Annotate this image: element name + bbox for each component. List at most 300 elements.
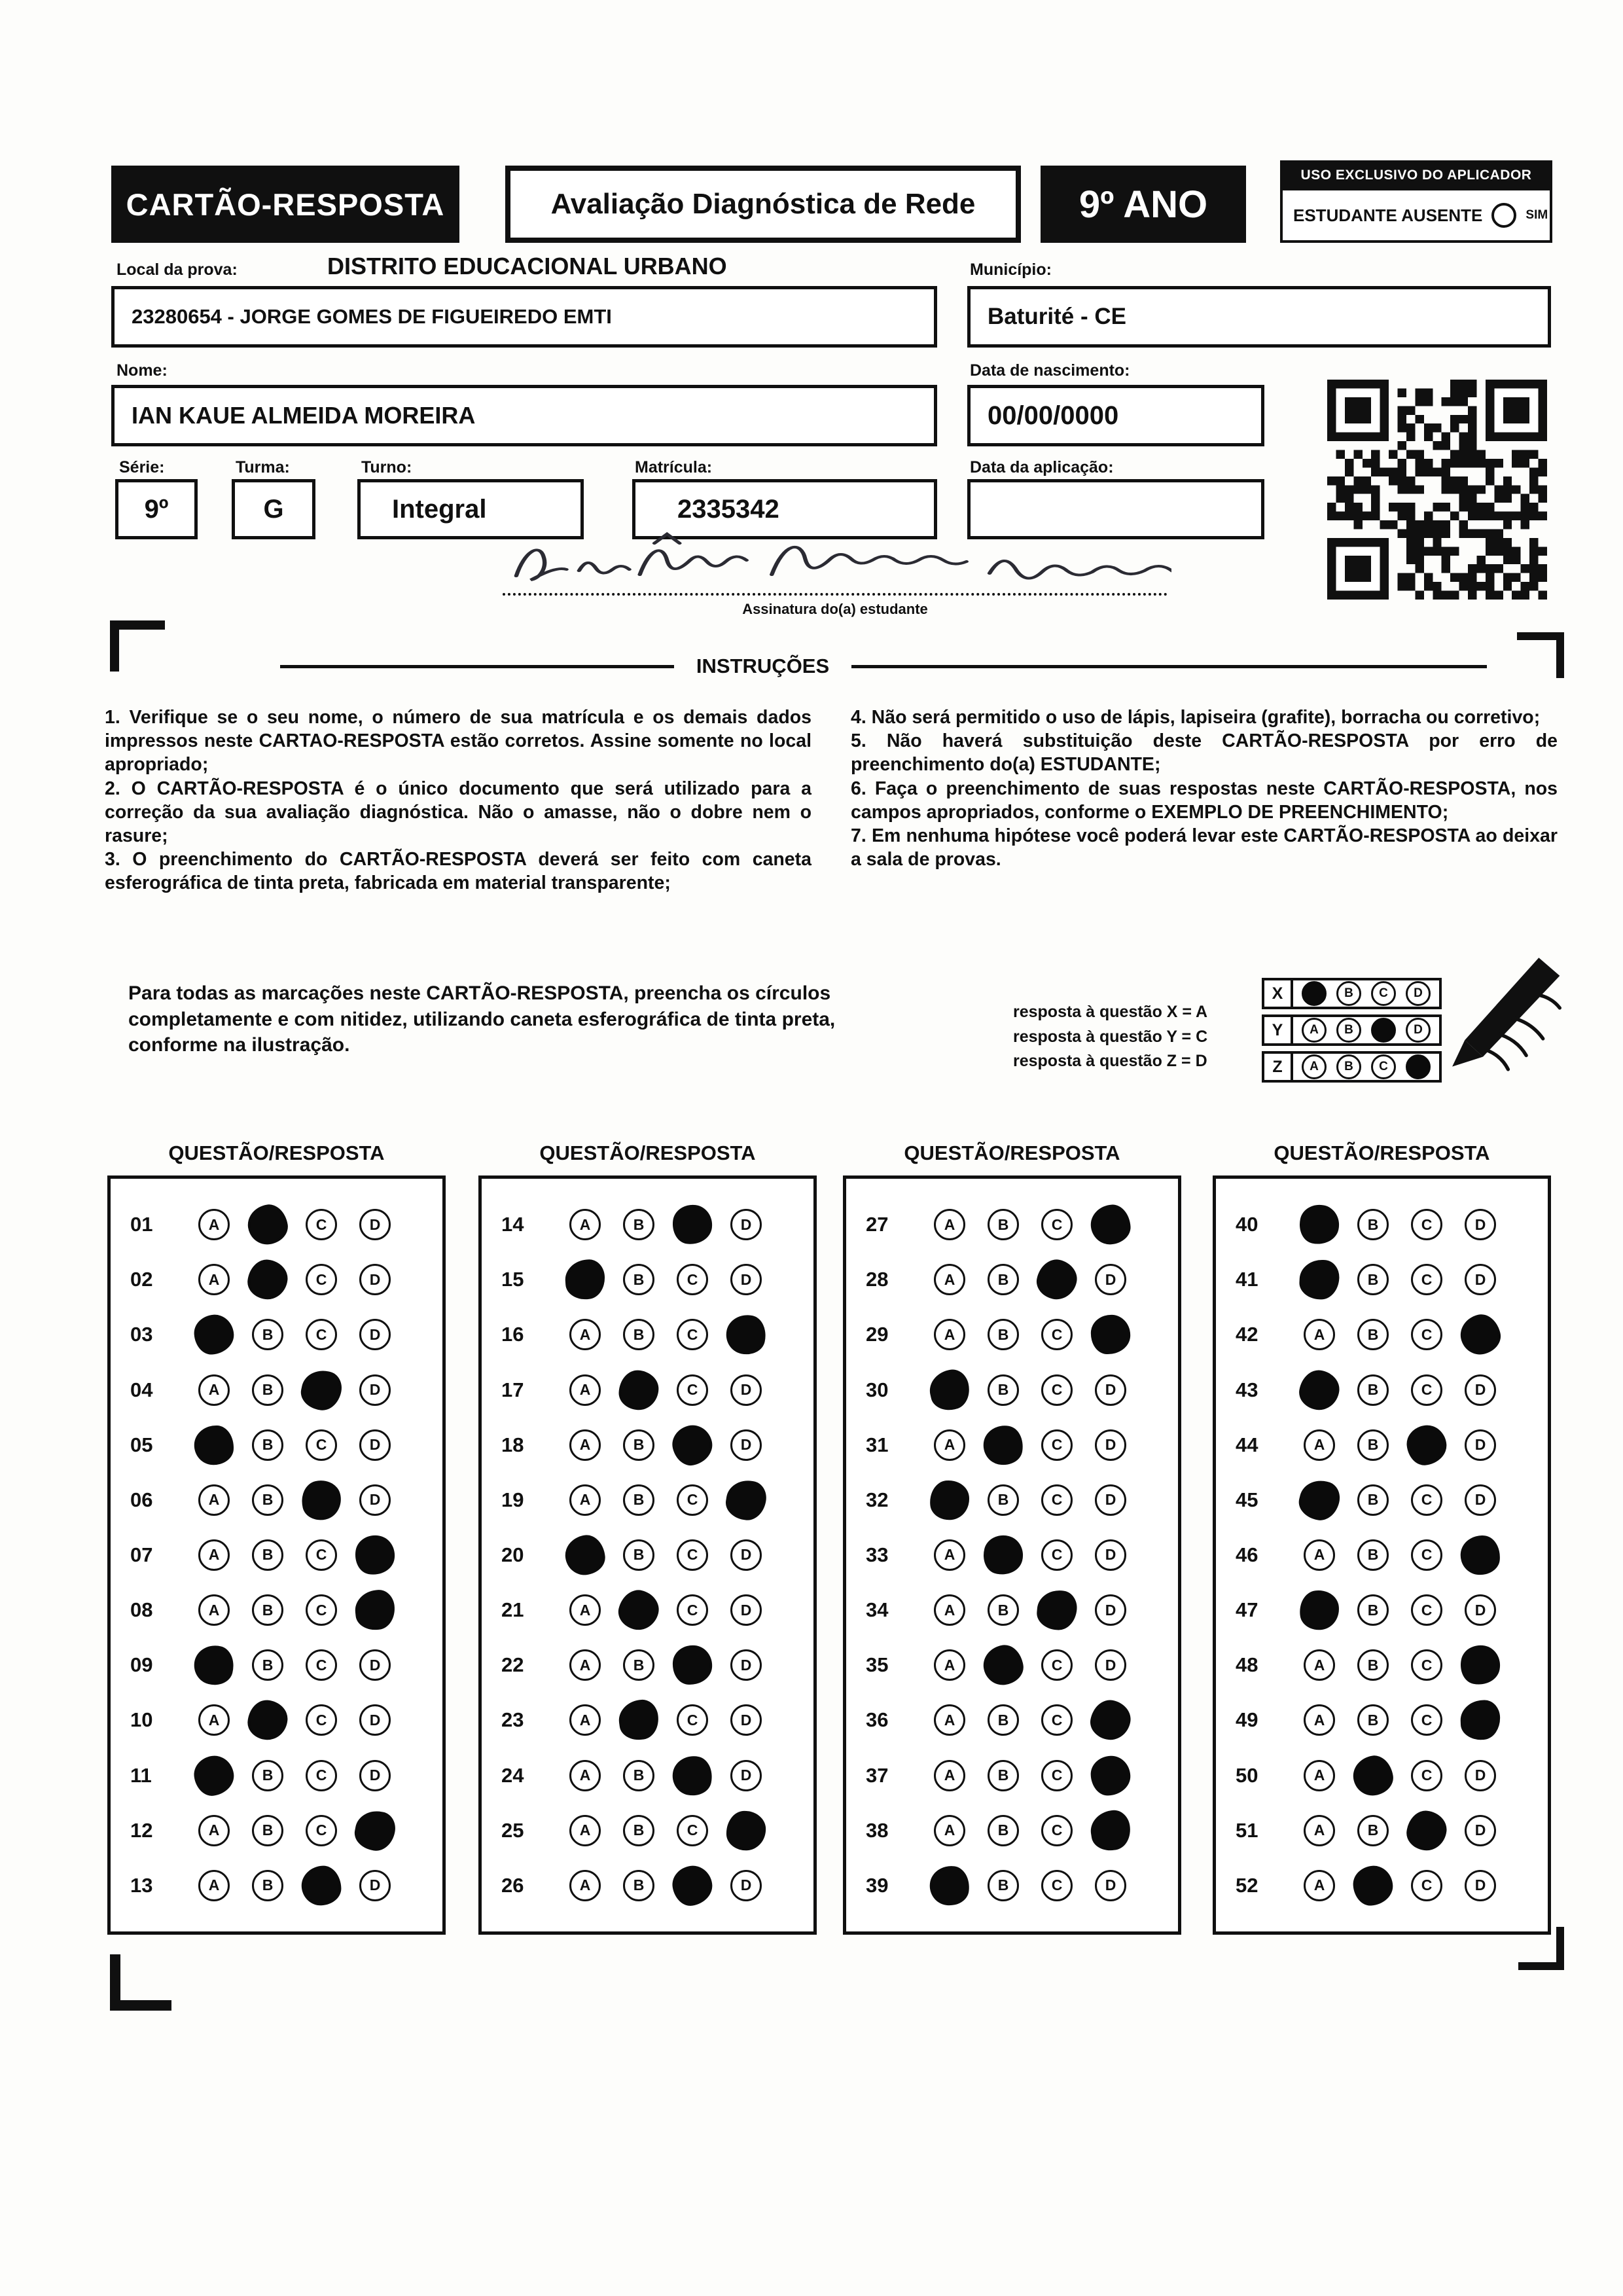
- marking-example-text: Para todas as marcações neste CARTÃO-RESPOSTA, preencha os círculos completamente e com nitidez, utilizando caneta esferográfica de tinta preta, conforme na ilustração.: [128, 982, 836, 1056]
- answer-bubble-11-a[interactable]: [192, 1753, 236, 1797]
- answer-bubble-12-a[interactable]: A: [198, 1815, 230, 1846]
- qr-code: [1323, 380, 1551, 600]
- answer-bubble-38-a[interactable]: A: [934, 1815, 965, 1846]
- answer-bubble-08-a[interactable]: A: [198, 1594, 230, 1626]
- question-row: [111, 1484, 442, 1516]
- answer-bubble-07-c[interactable]: C: [306, 1539, 337, 1571]
- answer-bubble-19-d[interactable]: [723, 1477, 768, 1522]
- answer-bubble-11-c[interactable]: C: [306, 1760, 337, 1791]
- question-number: 39: [866, 1873, 889, 1897]
- question-number: 30: [866, 1378, 889, 1401]
- answer-bubble-22-a[interactable]: A: [569, 1649, 601, 1681]
- answer-bubble-40-a[interactable]: [1296, 1201, 1343, 1248]
- answer-column-header: QUESTÃO/RESPOSTA: [1274, 1141, 1490, 1164]
- question-number: 32: [866, 1488, 889, 1511]
- question-number: 03: [130, 1323, 153, 1346]
- answer-bubble-11-b[interactable]: B: [252, 1760, 283, 1791]
- municipio-label: Município:: [970, 260, 1052, 279]
- answer-bubble-49-c[interactable]: C: [1411, 1704, 1442, 1736]
- answer-bubble-18-b[interactable]: B: [623, 1429, 654, 1461]
- answer-bubble-30-c[interactable]: C: [1041, 1374, 1073, 1406]
- answer-bubble-40-c[interactable]: C: [1411, 1209, 1442, 1240]
- answer-bubble-52-a[interactable]: A: [1304, 1870, 1335, 1901]
- answer-bubble-12-c[interactable]: C: [306, 1815, 337, 1846]
- answer-bubble-28-c[interactable]: [1033, 1256, 1080, 1303]
- answer-bubble-42-b[interactable]: B: [1357, 1319, 1389, 1350]
- answer-bubble-51-a[interactable]: A: [1304, 1815, 1335, 1846]
- answer-grid: [107, 1175, 446, 1935]
- answer-bubble-46-b[interactable]: B: [1357, 1539, 1389, 1571]
- answer-bubble-50-c[interactable]: C: [1411, 1760, 1442, 1791]
- answer-bubble-34-c[interactable]: [1035, 1588, 1079, 1632]
- question-row: [846, 1649, 1178, 1681]
- answer-bubble-31-a[interactable]: A: [934, 1429, 965, 1461]
- answer-bubble-34-a[interactable]: A: [934, 1594, 965, 1626]
- answer-bubble-19-c[interactable]: C: [677, 1484, 708, 1516]
- divider-line-left: [280, 665, 674, 668]
- answer-bubble-46-c[interactable]: C: [1411, 1539, 1442, 1571]
- instructions-title: INSTRUÇÕES: [696, 655, 830, 677]
- question-row: [1216, 1264, 1548, 1295]
- question-row: [482, 1429, 813, 1461]
- answer-bubble-20-d[interactable]: D: [730, 1539, 762, 1571]
- instruction-item: 2. O CARTÃO-RESPOSTA é o único documento que será utilizado para a correção da sua avaliação diagnóstica. Não o amasse, não o dobre nem o rasure;: [105, 778, 812, 846]
- answer-bubble-04-c[interactable]: [298, 1367, 345, 1414]
- answer-bubble-47-d[interactable]: D: [1465, 1594, 1496, 1626]
- answer-bubble-07-b[interactable]: B: [252, 1539, 283, 1571]
- answer-bubble-35-c[interactable]: C: [1041, 1649, 1073, 1681]
- answer-bubble-28-b[interactable]: B: [988, 1264, 1019, 1295]
- answer-bubble-45-c[interactable]: C: [1411, 1484, 1442, 1516]
- question-row: [1216, 1594, 1548, 1626]
- answer-bubble-23-c[interactable]: C: [677, 1704, 708, 1736]
- answer-bubble-43-b[interactable]: B: [1357, 1374, 1389, 1406]
- answer-bubble-09-a[interactable]: [190, 1641, 238, 1689]
- answer-bubble-33-b[interactable]: [979, 1531, 1027, 1579]
- answer-bubble-37-b[interactable]: B: [988, 1760, 1019, 1791]
- example-bubble-y-c: [1371, 1018, 1396, 1043]
- example-bubble-z-b: B: [1336, 1054, 1361, 1079]
- example-bubble-x-d: D: [1406, 981, 1431, 1006]
- question-row: [1216, 1319, 1548, 1350]
- answer-bubble-04-a[interactable]: A: [198, 1374, 230, 1406]
- answer-bubble-03-b[interactable]: B: [252, 1319, 283, 1350]
- answer-bubble-49-b[interactable]: B: [1357, 1704, 1389, 1736]
- answer-bubble-48-a[interactable]: A: [1304, 1649, 1335, 1681]
- question-row: [482, 1374, 813, 1406]
- answer-bubble-50-a[interactable]: A: [1304, 1760, 1335, 1791]
- example-legend-line: resposta à questão Y = C: [1013, 1027, 1208, 1046]
- answer-bubble-41-d[interactable]: D: [1465, 1264, 1496, 1295]
- question-row: [482, 1484, 813, 1516]
- answer-bubble-28-a[interactable]: A: [934, 1264, 965, 1295]
- answer-bubble-27-b[interactable]: B: [988, 1209, 1019, 1240]
- answer-bubble-39-d[interactable]: D: [1095, 1870, 1126, 1901]
- answer-column-header: QUESTÃO/RESPOSTA: [904, 1141, 1120, 1164]
- answer-bubble-15-c[interactable]: C: [677, 1264, 708, 1295]
- answer-bubble-27-d[interactable]: [1090, 1204, 1132, 1246]
- answer-bubble-46-d[interactable]: [1459, 1534, 1502, 1577]
- answer-bubble-45-b[interactable]: B: [1357, 1484, 1389, 1516]
- question-number: 23: [501, 1708, 524, 1732]
- question-row: [482, 1539, 813, 1571]
- answer-bubble-39-c[interactable]: C: [1041, 1870, 1073, 1901]
- question-number: 04: [130, 1378, 153, 1401]
- answer-bubble-20-a[interactable]: [563, 1534, 607, 1577]
- answer-bubble-29-b[interactable]: B: [988, 1319, 1019, 1350]
- answer-bubble-15-a[interactable]: [564, 1259, 607, 1301]
- answer-bubble-13-d[interactable]: D: [359, 1870, 391, 1901]
- answer-bubble-52-d[interactable]: D: [1465, 1870, 1496, 1901]
- answer-bubble-35-a[interactable]: A: [934, 1649, 965, 1681]
- answer-bubble-41-a[interactable]: [1298, 1259, 1340, 1301]
- answer-bubble-49-d[interactable]: [1460, 1700, 1501, 1741]
- question-row: [846, 1429, 1178, 1461]
- answer-bubble-01-a[interactable]: A: [198, 1209, 230, 1240]
- answer-bubble-39-a[interactable]: [927, 1863, 971, 1907]
- question-number: 31: [866, 1433, 889, 1456]
- answer-bubble-05-b[interactable]: B: [252, 1429, 283, 1461]
- answer-bubble-52-b[interactable]: [1352, 1865, 1395, 1907]
- answer-bubble-06-b[interactable]: B: [252, 1484, 283, 1516]
- answer-bubble-34-b[interactable]: B: [988, 1594, 1019, 1626]
- answer-bubble-25-b[interactable]: B: [623, 1815, 654, 1846]
- answer-bubble-44-c[interactable]: [1405, 1423, 1448, 1466]
- example-bubble-x-a: [1302, 981, 1327, 1006]
- question-row: [111, 1760, 442, 1791]
- municipio-field: Baturité - CE: [967, 286, 1551, 348]
- answer-grid: [478, 1175, 817, 1935]
- answer-bubble-16-a[interactable]: A: [569, 1319, 601, 1350]
- question-number: 29: [866, 1323, 889, 1346]
- answer-bubble-01-b[interactable]: [245, 1202, 290, 1247]
- answer-bubble-25-d[interactable]: [726, 1810, 767, 1851]
- question-number: 12: [130, 1818, 153, 1842]
- answer-bubble-03-a[interactable]: [193, 1314, 236, 1356]
- answer-bubble-15-b[interactable]: B: [623, 1264, 654, 1295]
- answer-bubble-18-c[interactable]: [669, 1421, 717, 1469]
- answer-bubble-17-b[interactable]: [618, 1369, 660, 1411]
- answer-bubble-16-b[interactable]: B: [623, 1319, 654, 1350]
- answer-bubble-04-d[interactable]: D: [359, 1374, 391, 1406]
- answer-bubble-04-b[interactable]: B: [252, 1374, 283, 1406]
- example-legend-line: resposta à questão Z = D: [1013, 1052, 1207, 1070]
- answer-bubble-03-c[interactable]: C: [306, 1319, 337, 1350]
- answer-bubble-14-d[interactable]: D: [730, 1209, 762, 1240]
- answer-bubble-03-d[interactable]: D: [359, 1319, 391, 1350]
- nascimento-label: Data de nascimento:: [970, 361, 1130, 380]
- answer-bubble-29-d[interactable]: [1090, 1314, 1132, 1356]
- answer-bubble-18-a[interactable]: A: [569, 1429, 601, 1461]
- question-row: [482, 1815, 813, 1846]
- answer-bubble-01-d[interactable]: D: [359, 1209, 391, 1240]
- question-row: [1216, 1209, 1548, 1240]
- answer-bubble-14-a[interactable]: A: [569, 1209, 601, 1240]
- example-row: [1262, 978, 1497, 1009]
- answer-bubble-40-b[interactable]: B: [1357, 1209, 1389, 1240]
- answer-bubble-27-a[interactable]: A: [934, 1209, 965, 1240]
- example-bubble-z-d: [1406, 1054, 1431, 1079]
- handwritten-signature: [497, 529, 1171, 592]
- card-title: CARTÃO-RESPOSTA: [111, 166, 459, 243]
- answer-bubble-19-a[interactable]: A: [569, 1484, 601, 1516]
- answer-bubble-47-a[interactable]: [1297, 1588, 1342, 1632]
- answer-bubble-24-a[interactable]: A: [569, 1760, 601, 1791]
- answer-bubble-33-d[interactable]: D: [1095, 1539, 1126, 1571]
- answer-bubble-24-b[interactable]: B: [623, 1760, 654, 1791]
- answer-bubble-14-c[interactable]: [670, 1202, 714, 1246]
- answer-bubble-47-c[interactable]: C: [1411, 1594, 1442, 1626]
- answer-bubble-23-d[interactable]: D: [730, 1704, 762, 1736]
- answer-bubble-40-d[interactable]: D: [1465, 1209, 1496, 1240]
- answer-bubble-37-a[interactable]: A: [934, 1760, 965, 1791]
- question-row: [1216, 1870, 1548, 1901]
- answer-bubble-44-a[interactable]: A: [1304, 1429, 1335, 1461]
- answer-bubble-31-b[interactable]: [980, 1422, 1026, 1467]
- answer-column: [107, 1141, 446, 1935]
- turno-label: Turno:: [361, 458, 412, 476]
- answer-bubble-17-d[interactable]: D: [730, 1374, 762, 1406]
- answer-bubble-07-a[interactable]: A: [198, 1539, 230, 1571]
- answer-bubble-13-b[interactable]: B: [252, 1870, 283, 1901]
- question-number: 46: [1236, 1543, 1258, 1566]
- answer-bubble-12-b[interactable]: B: [252, 1815, 283, 1846]
- example-bubble-y-b: B: [1336, 1018, 1361, 1043]
- answer-bubble-02-b[interactable]: [245, 1258, 289, 1302]
- answer-bubble-12-d[interactable]: [352, 1807, 399, 1854]
- answer-bubble-41-b[interactable]: B: [1357, 1264, 1389, 1295]
- answer-bubble-16-c[interactable]: C: [677, 1319, 708, 1350]
- answer-bubble-13-c[interactable]: [301, 1865, 342, 1907]
- answer-bubble-21-b[interactable]: [615, 1586, 662, 1634]
- instructions-right-column: [851, 706, 1558, 871]
- question-number: 15: [501, 1268, 524, 1291]
- marking-example-grid: [1262, 978, 1497, 1088]
- answer-bubble-22-b[interactable]: B: [623, 1649, 654, 1681]
- school-field: 23280654 - JORGE GOMES DE FIGUEIREDO EMTI: [111, 286, 937, 348]
- answer-bubble-09-c[interactable]: C: [306, 1649, 337, 1681]
- answer-bubble-38-d[interactable]: [1088, 1808, 1133, 1853]
- answer-bubble-51-b[interactable]: B: [1357, 1815, 1389, 1846]
- answer-bubble-06-d[interactable]: D: [359, 1484, 391, 1516]
- answer-bubble-08-c[interactable]: C: [306, 1594, 337, 1626]
- question-number: 09: [130, 1653, 153, 1677]
- answer-bubble-18-d[interactable]: D: [730, 1429, 762, 1461]
- answer-bubble-21-c[interactable]: C: [677, 1594, 708, 1626]
- answer-bubble-36-d[interactable]: [1088, 1697, 1134, 1744]
- answer-bubble-29-a[interactable]: A: [934, 1319, 965, 1350]
- question-number: 07: [130, 1543, 153, 1566]
- answer-bubble-14-b[interactable]: B: [623, 1209, 654, 1240]
- question-number: 36: [866, 1708, 889, 1732]
- answer-bubble-05-d[interactable]: D: [359, 1429, 391, 1461]
- answer-bubble-26-a[interactable]: A: [569, 1870, 601, 1901]
- question-number: 26: [501, 1873, 524, 1897]
- answer-bubble-39-b[interactable]: B: [988, 1870, 1019, 1901]
- answer-bubble-10-d[interactable]: D: [359, 1704, 391, 1736]
- answer-bubble-46-a[interactable]: A: [1304, 1539, 1335, 1571]
- instruction-item: 5. Não haverá substituição deste CARTÃO-RESPOSTA por erro de preenchimento do(a) ESTUDANTE;: [851, 730, 1558, 776]
- answer-bubble-32-b[interactable]: B: [988, 1484, 1019, 1516]
- answer-bubble-32-a[interactable]: [928, 1479, 971, 1522]
- answer-bubble-16-d[interactable]: [722, 1312, 770, 1359]
- answer-bubble-26-b[interactable]: B: [623, 1870, 654, 1901]
- answer-bubble-08-b[interactable]: B: [252, 1594, 283, 1626]
- question-number: 20: [501, 1543, 524, 1566]
- matricula-field: 2335342: [632, 479, 937, 539]
- answer-bubble-25-a[interactable]: A: [569, 1815, 601, 1846]
- answer-bubble-13-a[interactable]: A: [198, 1870, 230, 1901]
- answer-bubble-01-c[interactable]: C: [306, 1209, 337, 1240]
- answer-bubble-32-c[interactable]: C: [1041, 1484, 1073, 1516]
- question-row: [846, 1484, 1178, 1516]
- answer-bubble-48-d[interactable]: [1457, 1642, 1504, 1689]
- answer-bubble-51-c[interactable]: [1404, 1808, 1448, 1852]
- answer-bubble-02-c[interactable]: C: [306, 1264, 337, 1295]
- question-row: [846, 1760, 1178, 1791]
- student-absent-row: [1280, 190, 1552, 243]
- answer-bubble-36-b[interactable]: B: [988, 1704, 1019, 1736]
- answer-bubble-45-a[interactable]: [1295, 1476, 1343, 1524]
- answer-bubble-21-a[interactable]: A: [569, 1594, 601, 1626]
- applicator-panel: [1280, 160, 1552, 243]
- answer-bubble-34-d[interactable]: D: [1095, 1594, 1126, 1626]
- answer-bubble-20-c[interactable]: C: [677, 1539, 708, 1571]
- answer-bubble-30-b[interactable]: B: [988, 1374, 1019, 1406]
- answer-bubble-43-d[interactable]: D: [1465, 1374, 1496, 1406]
- question-number: 40: [1236, 1213, 1258, 1236]
- answer-bubble-31-d[interactable]: D: [1095, 1429, 1126, 1461]
- answer-bubble-45-d[interactable]: D: [1465, 1484, 1496, 1516]
- answer-bubble-29-c[interactable]: C: [1041, 1319, 1073, 1350]
- answer-bubble-23-b[interactable]: [616, 1698, 661, 1742]
- answer-bubble-41-c[interactable]: C: [1411, 1264, 1442, 1295]
- answer-bubble-02-a[interactable]: A: [198, 1264, 230, 1295]
- example-row-label: X: [1262, 978, 1293, 1009]
- answer-bubble-42-c[interactable]: C: [1411, 1319, 1442, 1350]
- answer-bubble-26-d[interactable]: D: [730, 1870, 762, 1901]
- answer-bubble-35-b[interactable]: [981, 1643, 1026, 1687]
- answer-bubble-23-a[interactable]: A: [569, 1704, 601, 1736]
- answer-bubble-43-a[interactable]: [1296, 1367, 1342, 1412]
- answer-bubble-27-c[interactable]: C: [1041, 1209, 1073, 1240]
- answer-bubble-42-a[interactable]: A: [1304, 1319, 1335, 1350]
- answer-bubble-36-c[interactable]: C: [1041, 1704, 1073, 1736]
- question-number: 18: [501, 1433, 524, 1456]
- answer-bubble-38-c[interactable]: C: [1041, 1815, 1073, 1846]
- answer-bubble-05-a[interactable]: [193, 1424, 235, 1466]
- question-number: 43: [1236, 1378, 1258, 1401]
- answer-bubble-26-c[interactable]: [669, 1863, 715, 1908]
- answer-bubble-05-c[interactable]: C: [306, 1429, 337, 1461]
- answer-bubble-33-c[interactable]: C: [1041, 1539, 1073, 1571]
- answer-bubble-32-d[interactable]: D: [1095, 1484, 1126, 1516]
- answer-bubble-37-d[interactable]: [1090, 1755, 1132, 1796]
- question-row: [111, 1374, 442, 1406]
- answer-bubble-25-c[interactable]: C: [677, 1815, 708, 1846]
- answer-bubble-20-b[interactable]: B: [623, 1539, 654, 1571]
- answer-bubble-21-d[interactable]: D: [730, 1594, 762, 1626]
- answer-bubble-19-b[interactable]: B: [623, 1484, 654, 1516]
- question-number: 35: [866, 1653, 889, 1677]
- answer-bubble-52-c[interactable]: C: [1411, 1870, 1442, 1901]
- answer-bubble-22-c[interactable]: [671, 1644, 714, 1687]
- answer-bubble-22-d[interactable]: D: [730, 1649, 762, 1681]
- answer-bubble-10-b[interactable]: [246, 1699, 289, 1742]
- answer-bubble-37-c[interactable]: C: [1041, 1760, 1073, 1791]
- question-row: [111, 1594, 442, 1626]
- answer-bubble-35-d[interactable]: D: [1095, 1649, 1126, 1681]
- question-number: 37: [866, 1763, 889, 1787]
- answer-bubble-44-b[interactable]: B: [1357, 1429, 1389, 1461]
- answer-bubble-43-c[interactable]: C: [1411, 1374, 1442, 1406]
- answer-column: [1213, 1141, 1551, 1935]
- answer-bubble-07-d[interactable]: [352, 1532, 397, 1577]
- question-number: 01: [130, 1213, 153, 1236]
- answer-bubble-33-a[interactable]: A: [934, 1539, 965, 1571]
- answer-bubble-48-b[interactable]: B: [1357, 1649, 1389, 1681]
- answer-bubble-28-d[interactable]: D: [1095, 1264, 1126, 1295]
- turma-label: Turma:: [236, 458, 290, 476]
- question-number: 33: [866, 1543, 889, 1566]
- answer-bubble-17-a[interactable]: A: [569, 1374, 601, 1406]
- local-prova-value: DISTRITO EDUCACIONAL URBANO: [327, 253, 727, 279]
- question-row: [846, 1374, 1178, 1406]
- question-number: 11: [130, 1763, 152, 1787]
- answer-bubble-06-a[interactable]: A: [198, 1484, 230, 1516]
- answer-bubble-38-b[interactable]: B: [988, 1815, 1019, 1846]
- answer-bubble-24-c[interactable]: [669, 1752, 716, 1799]
- answer-bubble-02-d[interactable]: D: [359, 1264, 391, 1295]
- answer-bubble-09-d[interactable]: D: [359, 1649, 391, 1681]
- answer-bubble-08-d[interactable]: [353, 1588, 397, 1632]
- question-row: [111, 1429, 442, 1461]
- answer-bubble-36-a[interactable]: A: [934, 1704, 965, 1736]
- instructions-divider: [280, 655, 1487, 678]
- answer-bubble-15-d[interactable]: D: [730, 1264, 762, 1295]
- answer-bubble-11-d[interactable]: D: [359, 1760, 391, 1791]
- qr-code-icon: [1323, 380, 1551, 600]
- answer-bubble-48-c[interactable]: C: [1411, 1649, 1442, 1681]
- answer-bubble-17-c[interactable]: C: [677, 1374, 708, 1406]
- question-row: [482, 1760, 813, 1791]
- answer-column: [478, 1141, 817, 1935]
- question-number: 21: [501, 1598, 524, 1622]
- answer-bubble-30-a[interactable]: [926, 1366, 974, 1414]
- answer-bubble-10-c[interactable]: C: [306, 1704, 337, 1736]
- answer-bubble-10-a[interactable]: A: [198, 1704, 230, 1736]
- answer-bubble-50-d[interactable]: D: [1465, 1760, 1496, 1791]
- question-row: [111, 1209, 442, 1240]
- answer-bubble-30-d[interactable]: D: [1095, 1374, 1126, 1406]
- answer-bubble-06-c[interactable]: [298, 1477, 346, 1524]
- question-number: 10: [130, 1708, 153, 1732]
- question-row: [111, 1539, 442, 1571]
- answer-bubble-44-d[interactable]: D: [1465, 1429, 1496, 1461]
- question-row: [1216, 1429, 1548, 1461]
- answer-bubble-47-b[interactable]: B: [1357, 1594, 1389, 1626]
- question-number: 45: [1236, 1488, 1258, 1511]
- answer-bubble-49-a[interactable]: A: [1304, 1704, 1335, 1736]
- answer-bubble-09-b[interactable]: B: [252, 1649, 283, 1681]
- answer-bubble-24-d[interactable]: D: [730, 1760, 762, 1791]
- answer-bubble-42-d[interactable]: [1457, 1311, 1505, 1359]
- answer-bubble-51-d[interactable]: D: [1465, 1815, 1496, 1846]
- answer-bubble-50-b[interactable]: [1350, 1753, 1395, 1798]
- absent-option-circle[interactable]: [1491, 203, 1516, 228]
- question-row: [846, 1264, 1178, 1295]
- answer-bubble-31-c[interactable]: C: [1041, 1429, 1073, 1461]
